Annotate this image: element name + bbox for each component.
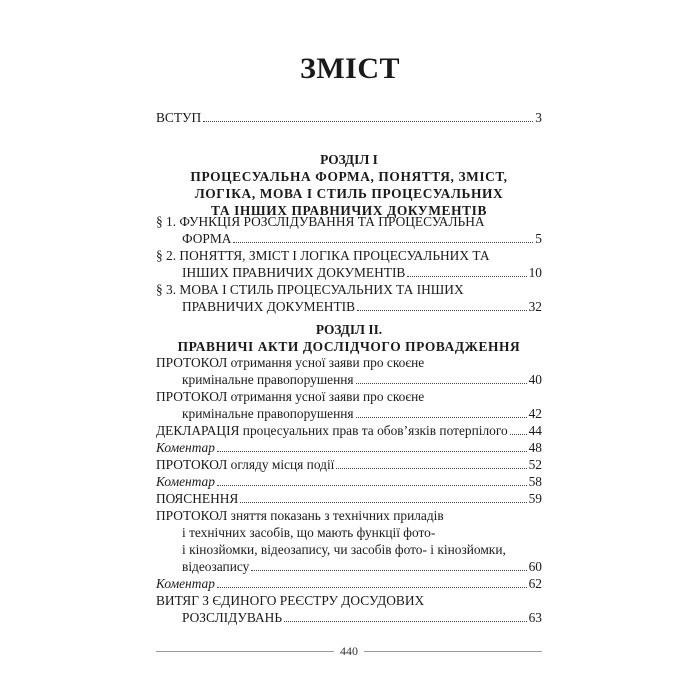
toc-item[interactable] xyxy=(156,354,542,388)
dot-leader xyxy=(233,242,533,243)
entry-page: 44 xyxy=(528,423,542,438)
entry-page: 10 xyxy=(528,265,542,280)
entry-line: кримінальне правопорушення xyxy=(182,372,354,387)
toc-item[interactable] xyxy=(156,281,542,315)
dot-leader xyxy=(356,417,527,418)
entry-page: 59 xyxy=(528,491,542,506)
dot-leader xyxy=(357,310,527,311)
dot-leader xyxy=(336,468,526,469)
dot-leader xyxy=(203,121,533,122)
section-number: РОЗДІЛ ІІ. xyxy=(315,322,383,337)
footer-rule-left xyxy=(156,651,334,652)
entry-line: ВИТЯГ З ЄДИНОГО РЕЄСТРУ ДОСУДОВИХ xyxy=(156,593,425,608)
section-title-line: ПРАВНИЧІ АКТИ ДОСЛІДЧОГО ПРОВАДЖЕННЯ xyxy=(177,339,521,354)
toc-entry-comment[interactable] xyxy=(156,473,542,490)
entry-page: 63 xyxy=(528,610,542,625)
entry-line: ПРОТОКОЛ отримання усної заяви про скоєне xyxy=(156,355,425,370)
toc-entry[interactable] xyxy=(156,490,542,507)
entry-label: ПОЯСНЕННЯ xyxy=(156,491,239,506)
dot-leader xyxy=(510,434,527,435)
entry-line: ПРОТОКОЛ зняття показань з технічних приладів xyxy=(156,508,444,523)
dot-leader xyxy=(217,451,527,452)
entry-page: 52 xyxy=(528,457,542,472)
entry-line: § 2. ПОНЯТТЯ, ЗМІСТ І ЛОГІКА ПРОЦЕСУАЛЬНИХ ТА xyxy=(156,248,490,263)
dot-leader xyxy=(217,587,527,588)
entry-line: і технічних засобів, що мають функції фото- xyxy=(182,525,436,540)
entry-label: Коментар xyxy=(156,576,215,591)
section-1-heading xyxy=(156,151,542,219)
section-1-list xyxy=(156,213,542,315)
entry-page: 42 xyxy=(528,406,542,421)
page-footer xyxy=(156,644,542,659)
toc-intro xyxy=(156,109,542,126)
entry-line: РОЗСЛІДУВАНЬ xyxy=(182,610,283,625)
dot-leader xyxy=(251,570,526,571)
entry-page: 60 xyxy=(528,559,542,574)
section-title-line: ТА ІНШИХ ПРАВНИЧИХ ДОКУМЕНТІВ xyxy=(211,203,487,218)
section-number: РОЗДІЛ І xyxy=(320,152,378,167)
dot-leader xyxy=(284,621,527,622)
toc-item[interactable] xyxy=(156,388,542,422)
toc-entry[interactable] xyxy=(156,422,542,439)
entry-page: 62 xyxy=(528,576,542,591)
toc-item[interactable] xyxy=(156,592,542,626)
entry-label: ПРОТОКОЛ огляду місця події xyxy=(156,457,335,472)
dot-leader xyxy=(240,502,526,503)
entry-label: Коментар xyxy=(156,474,215,489)
entry-page: 58 xyxy=(528,474,542,489)
toc-item[interactable] xyxy=(156,507,542,575)
entry-line: і кінозйомки, відеозапису, чи засобів фото- і кінозйомки, xyxy=(182,542,506,557)
entry-page: 3 xyxy=(535,110,542,125)
toc-entry[interactable] xyxy=(156,109,542,126)
section-title-line: ПРОЦЕСУАЛЬНА ФОРМА, ПОНЯТТЯ, ЗМІСТ, xyxy=(190,169,508,184)
page-title: ЗМІСТ xyxy=(300,52,400,85)
toc-item[interactable] xyxy=(156,213,542,247)
entry-line: ПРОТОКОЛ отримання усної заяви про скоєне xyxy=(156,389,425,404)
entry-label: ДЕКЛАРАЦІЯ процесуальних прав та обов’язків потерпілого xyxy=(156,423,508,438)
section-2-heading xyxy=(156,321,542,355)
entry-page: 48 xyxy=(528,440,542,455)
entry-label: Коментар xyxy=(156,440,215,455)
entry-line: кримінальне правопорушення xyxy=(182,406,354,421)
toc-entry-comment[interactable] xyxy=(156,575,542,592)
entry-page: 40 xyxy=(528,372,542,387)
entry-line: § 1. ФУНКЦІЯ РОЗСЛІДУВАННЯ ТА ПРОЦЕСУАЛЬНА xyxy=(156,214,485,229)
section-2-list xyxy=(156,354,542,626)
section-title-line: ЛОГІКА, МОВА І СТИЛЬ ПРОЦЕСУАЛЬНИХ xyxy=(194,186,504,201)
entry-page: 32 xyxy=(528,299,542,314)
entry-page: 5 xyxy=(535,231,542,246)
footer-rule-right xyxy=(364,651,542,652)
toc-entry[interactable] xyxy=(156,456,542,473)
toc-item[interactable] xyxy=(156,247,542,281)
entry-line: ІНШИХ ПРАВНИЧИХ ДОКУМЕНТІВ xyxy=(182,265,406,280)
dot-leader xyxy=(407,276,526,277)
entry-line: § 3. МОВА І СТИЛЬ ПРОЦЕСУАЛЬНИХ ТА ІНШИХ xyxy=(156,282,464,297)
entry-line: ПРАВНИЧИХ ДОКУМЕНТІВ xyxy=(182,299,356,314)
entry-line: ФОРМА xyxy=(182,231,232,246)
dot-leader xyxy=(217,485,527,486)
entry-label: ВСТУП xyxy=(156,110,202,125)
entry-line: відеозапису xyxy=(182,559,250,574)
toc-entry-comment[interactable] xyxy=(156,439,542,456)
dot-leader xyxy=(356,383,527,384)
page-number: 440 xyxy=(340,644,358,658)
